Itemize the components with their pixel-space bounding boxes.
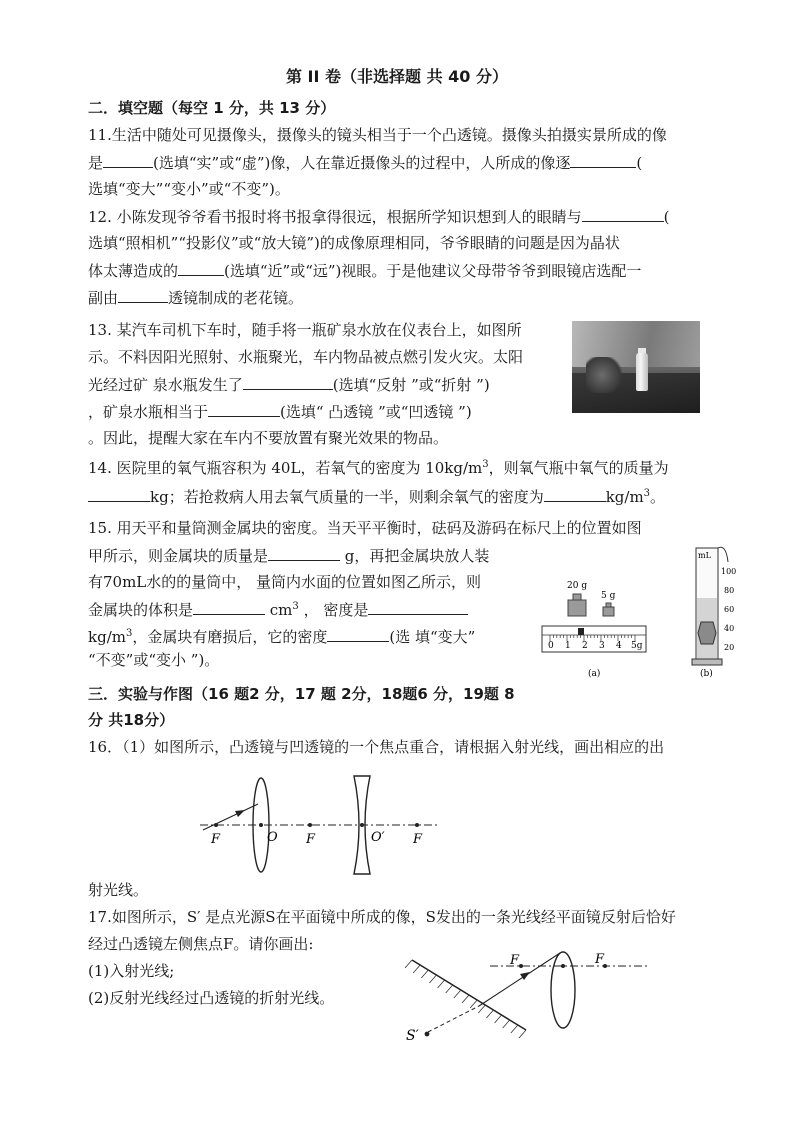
label-f-left: F: [510, 953, 520, 968]
q13-blank-1[interactable]: [243, 374, 333, 390]
focus-point-1: [214, 823, 218, 827]
q12-line-2: 选填“照相机”“投影仪”或“放大镜”)的成像原理相同，爷爷眼睛的问题是因为晶状: [88, 234, 620, 252]
hatch-mark: [503, 1020, 510, 1028]
focus-point-2: [308, 823, 312, 827]
q12-blank-2[interactable]: [178, 260, 224, 276]
weight-20g-knob: [573, 594, 581, 600]
lens-center: [561, 964, 565, 968]
plant-decoration: [586, 357, 626, 393]
weight-20g-label: 20 g: [567, 581, 588, 591]
hatch-mark: [446, 985, 453, 993]
q15-blank-volume[interactable]: [193, 599, 265, 615]
weight-5g: [603, 607, 614, 616]
q16-line-2: 射光线。: [88, 881, 149, 899]
cyl-tick-60: 60: [724, 605, 735, 614]
car-dashboard-photo: [572, 321, 700, 413]
q13-line-5: 。因此，提醒大家在车内不要放置有聚光效果的物品。: [88, 429, 449, 447]
hatch-mark: [454, 990, 461, 998]
q12-blank-1[interactable]: [582, 206, 664, 222]
label-s-prime: S′: [406, 1028, 419, 1044]
cyl-tick-100: 100: [721, 567, 737, 576]
water-bottle: [636, 353, 648, 391]
section-2-heading: 二．填空题（每空 1 分，共 13 分）: [88, 99, 336, 117]
virtual-ray: [428, 1006, 479, 1032]
cyl-tick-80: 80: [724, 586, 735, 595]
q15-line-4: 金属块的体积是 $cm^3$ ， 密度是: [88, 599, 468, 620]
q16-line-1: 16．（1）如图所示，凸透镜与凹透镜的一个焦点重合，请根据入射光线，画出相应的出: [88, 738, 665, 756]
ray-arrow: [235, 810, 245, 817]
hatch-mark: [495, 1015, 502, 1023]
reflected-ray: [479, 953, 560, 1006]
scale-tick-5g: 5g: [631, 641, 643, 651]
q15-figure: [536, 540, 746, 682]
rider-scale: [542, 626, 646, 679]
hatch-mark: [519, 1030, 526, 1038]
q15-line-6: “不变”或“变小 ”)。: [88, 651, 220, 669]
q15-line-1: 15. 用天平和量筒测金属块的密度。当天平平衡时，砝码及游码在标尺上的位置如图: [88, 519, 642, 537]
q12-line-4: 副由 透镜制成的老花镜。: [88, 289, 304, 307]
hatch-mark: [413, 965, 420, 973]
hatch-mark: [429, 975, 436, 983]
figure-b-caption: (b): [700, 669, 713, 679]
page-title: 第 II 卷（非选择题 共 40 分）: [285, 67, 509, 86]
cylinder-thread: [718, 547, 728, 562]
scale-tick-0: 0: [548, 641, 554, 651]
measuring-cylinder: [692, 547, 736, 679]
q11-line-3: 选填“变大”“变小”或“不变”)。: [88, 180, 290, 198]
q11-blank-1[interactable]: [103, 152, 153, 168]
scale-tick-1: 1: [565, 641, 571, 651]
optical-center-o: [259, 823, 263, 827]
label-f-2: F: [306, 832, 316, 847]
q13-line-4: ，矿泉水瓶相当于 (选填“ 凸透镜 ”或“凹透镜 ”): [88, 403, 472, 421]
mirror-hatching: [405, 960, 526, 1038]
q17-line-3: (1)入射光线;: [88, 962, 175, 980]
q15-blank-change[interactable]: [327, 626, 389, 642]
metal-block: [698, 622, 716, 644]
image-point-s-prime: [425, 1032, 430, 1037]
label-f-3: F: [413, 832, 423, 847]
optical-center-o-prime: [360, 823, 364, 827]
label-f-1: F: [211, 832, 221, 847]
hatch-mark: [405, 960, 412, 968]
hatch-mark: [421, 970, 428, 978]
hatch-mark: [470, 1000, 477, 1008]
q14-line-1: 14. 医院里的氧气瓶容积为 40L，若氧气的密度为 $10kg/m^3$，则氧气瓶中氧气的质量为: [88, 459, 669, 477]
q13-line-3: 光经过矿 泉水瓶发生了 (选填“反射 ”或“折射 ”): [88, 376, 490, 394]
hatch-mark: [462, 995, 469, 1003]
q15-line-5: $kg/m^3$，金属块有磨损后，它的密度 (选 填“变大”: [88, 628, 476, 646]
q17-line-4: (2)反射光线经过凸透镜的折射光线。: [88, 989, 335, 1007]
q14-blank-1[interactable]: [88, 486, 150, 502]
weights-group: [567, 581, 616, 616]
q17-line-1: 17.如图所示，S′ 是点光源S在平面镜中所成的像，S发出的一条光线经平面镜反射后恰好: [88, 908, 676, 926]
q16-figure: [195, 768, 445, 878]
label-o: O: [267, 830, 278, 845]
label-o-prime: O′: [371, 830, 385, 845]
q14-blank-2[interactable]: [544, 486, 606, 502]
q12-line-1: 12. 小陈发现爷爷看书报时将书报拿得很远，根据所学知识想到人的眼睛与 (: [88, 208, 670, 226]
q11-line-1: 11.生活中随处可见摄像头，摄像头的镜头相当于一个凸透镜。摄像头拍摄实景所成的像: [88, 126, 667, 144]
q14-line-2: kg；若抢救病人用去氧气质量的一半，则剩余氧气的密度为 $kg/m^3$。: [88, 486, 665, 507]
cylinder-base: [692, 659, 722, 665]
cyl-tick-40: 40: [724, 624, 735, 633]
q17-figure: [400, 950, 660, 1050]
left-focus-point: [519, 964, 523, 968]
scale-tick-3: 3: [599, 641, 605, 651]
rider: [578, 628, 584, 635]
q12-line-3: 体太薄造成的 (选填“近”或“远”)视眼。于是他建议父母带爷爷到眼镜店选配一: [88, 262, 642, 280]
weight-20g: [568, 600, 586, 616]
scale-tick-2: 2: [582, 641, 588, 651]
weight-5g-knob: [606, 603, 611, 607]
scale-tick-4: 4: [616, 641, 622, 651]
section-3-heading-2: 分 共18分）: [88, 711, 175, 729]
cyl-tick-20: 20: [724, 643, 735, 652]
q15-line-2: 甲所示，则金属块的质量是 g，再把金属块放人装: [88, 547, 490, 565]
q15-line-3: 有70mL水的的量筒中， 量筒内水面的位置如图乙所示，则: [88, 573, 482, 591]
q11-blank-2[interactable]: [570, 152, 636, 168]
hatch-mark: [511, 1025, 518, 1033]
weight-5g-label: 5 g: [601, 591, 616, 601]
incident-ray: [203, 804, 258, 830]
figure-a-caption: (a): [588, 669, 601, 679]
label-f-right: F: [595, 952, 605, 967]
q12-blank-3[interactable]: [118, 287, 168, 303]
convex-lens-2: [551, 952, 575, 1028]
q15-blank-density[interactable]: [368, 599, 468, 615]
hatch-mark: [438, 980, 445, 988]
q13-line-2: 示。不料因阳光照射、水瓶聚光，车内物品被点燃引发火灾。太阳: [88, 348, 524, 366]
focus-point-3: [415, 823, 419, 827]
q13-blank-2[interactable]: [208, 401, 280, 417]
hatch-mark: [486, 1010, 493, 1018]
q17-line-2: 经过凸透镜左侧焦点F。请你画出:: [88, 935, 314, 953]
q15-blank-mass[interactable]: [268, 545, 340, 561]
section-3-heading-1: 三．实验与作图（16 题2 分，17 题 2分，18题6 分，19题 8: [88, 685, 515, 703]
q13-line-1: 13. 某汽车司机下车时，随手将一瓶矿泉水放在仪表台上，如图所: [88, 321, 522, 339]
q11-line-2: 是 (选填“实”或“虚”)像，人在靠近摄像头的过程中，人所成的像逐 (: [88, 154, 643, 172]
cylinder-unit: mL: [698, 551, 711, 560]
